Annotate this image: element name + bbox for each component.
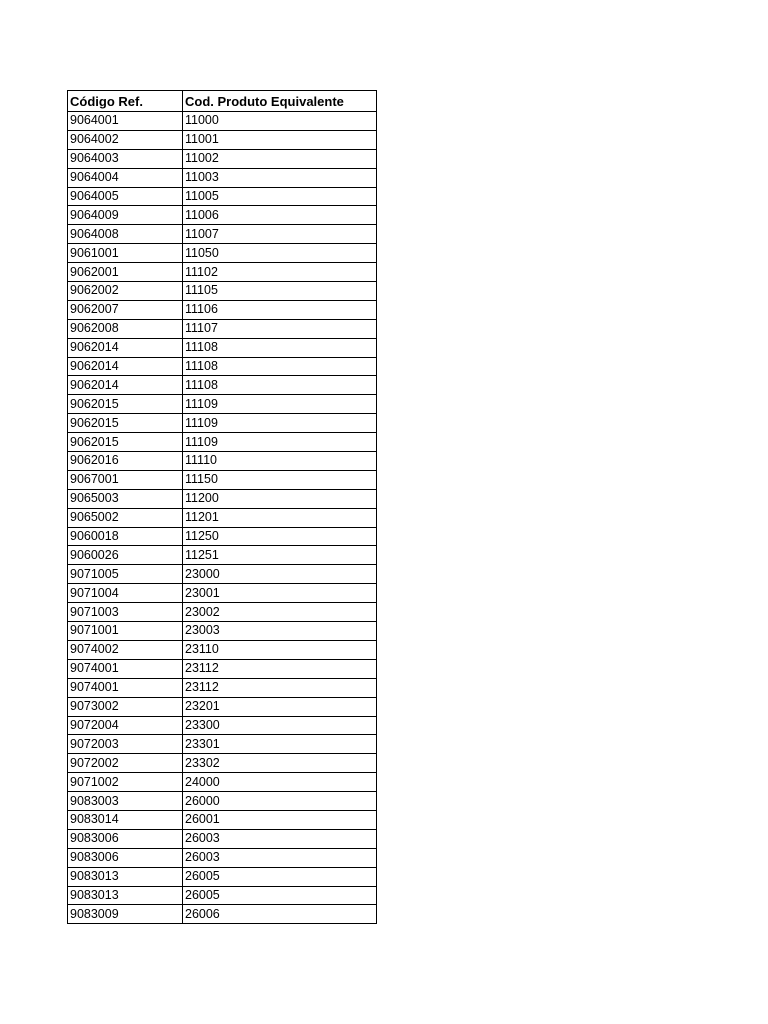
- cell-codigo-ref: 9071004: [68, 584, 183, 603]
- table-row: [68, 225, 377, 244]
- cell-codigo-ref: 9064001: [68, 112, 183, 131]
- table-row: [68, 678, 377, 697]
- cell-codigo-ref: 9083006: [68, 848, 183, 867]
- cell-cod-produto: 23300: [183, 716, 377, 735]
- cell-codigo-ref: 9062014: [68, 338, 183, 357]
- cell-cod-produto: 23112: [183, 678, 377, 697]
- cell-codigo-ref: 9071001: [68, 622, 183, 641]
- cell-cod-produto: 11000: [183, 112, 377, 131]
- cell-codigo-ref: 9062001: [68, 263, 183, 282]
- cell-cod-produto: 11201: [183, 508, 377, 527]
- table-row: [68, 584, 377, 603]
- cell-codigo-ref: 9062014: [68, 376, 183, 395]
- cell-cod-produto: 24000: [183, 773, 377, 792]
- cell-codigo-ref: 9065002: [68, 508, 183, 527]
- cell-codigo-ref: 9064005: [68, 187, 183, 206]
- cell-cod-produto: 11107: [183, 319, 377, 338]
- table-row: [68, 244, 377, 263]
- cell-cod-produto: 26001: [183, 810, 377, 829]
- cell-codigo-ref: 9060026: [68, 546, 183, 565]
- table-row: [68, 112, 377, 131]
- header-codigo-ref: Código Ref.: [68, 91, 183, 112]
- table-row: [68, 508, 377, 527]
- cell-codigo-ref: 9083013: [68, 886, 183, 905]
- cell-codigo-ref: 9074001: [68, 678, 183, 697]
- table-row: [68, 546, 377, 565]
- table-row: [68, 905, 377, 924]
- table-row: [68, 149, 377, 168]
- cell-cod-produto: 11001: [183, 130, 377, 149]
- table-row: [68, 829, 377, 848]
- cell-cod-produto: 11109: [183, 414, 377, 433]
- table-row: [68, 622, 377, 641]
- table-row: [68, 263, 377, 282]
- table-row: [68, 527, 377, 546]
- cell-codigo-ref: 9061001: [68, 244, 183, 263]
- cell-cod-produto: 23002: [183, 603, 377, 622]
- cell-codigo-ref: 9083009: [68, 905, 183, 924]
- cell-codigo-ref: 9071002: [68, 773, 183, 792]
- cell-cod-produto: 11106: [183, 300, 377, 319]
- cell-cod-produto: 11200: [183, 489, 377, 508]
- table-row: [68, 659, 377, 678]
- table-row: [68, 735, 377, 754]
- cell-codigo-ref: 9064003: [68, 149, 183, 168]
- cell-codigo-ref: 9062015: [68, 395, 183, 414]
- table-row: [68, 716, 377, 735]
- cell-codigo-ref: 9062008: [68, 319, 183, 338]
- cell-codigo-ref: 9062015: [68, 433, 183, 452]
- table-row: [68, 565, 377, 584]
- cell-cod-produto: 11108: [183, 357, 377, 376]
- table-row: [68, 603, 377, 622]
- cell-cod-produto: 23112: [183, 659, 377, 678]
- table-row: [68, 187, 377, 206]
- table-row: [68, 754, 377, 773]
- table-row: [68, 848, 377, 867]
- table-row: [68, 452, 377, 471]
- table-row: [68, 282, 377, 301]
- cell-codigo-ref: 9062014: [68, 357, 183, 376]
- cell-cod-produto: 11250: [183, 527, 377, 546]
- table-body: [68, 112, 377, 924]
- cell-cod-produto: 11002: [183, 149, 377, 168]
- table-row: [68, 206, 377, 225]
- cell-codigo-ref: 9083006: [68, 829, 183, 848]
- table-row: [68, 867, 377, 886]
- cell-codigo-ref: 9067001: [68, 470, 183, 489]
- cell-cod-produto: 11007: [183, 225, 377, 244]
- header-cod-produto-equivalente: Cod. Produto Equivalente: [183, 91, 377, 112]
- header-row: [68, 91, 377, 112]
- cell-codigo-ref: 9073002: [68, 697, 183, 716]
- cell-cod-produto: 23302: [183, 754, 377, 773]
- cell-cod-produto: 26000: [183, 792, 377, 811]
- table-row: [68, 792, 377, 811]
- cell-cod-produto: 11110: [183, 452, 377, 471]
- cell-cod-produto: 11109: [183, 395, 377, 414]
- table-row: [68, 773, 377, 792]
- table-row: [68, 376, 377, 395]
- table-row: [68, 338, 377, 357]
- cell-codigo-ref: 9062015: [68, 414, 183, 433]
- table-row: [68, 300, 377, 319]
- cell-cod-produto: 11105: [183, 282, 377, 301]
- table-row: [68, 489, 377, 508]
- equivalence-table: [67, 90, 377, 924]
- cell-cod-produto: 23110: [183, 640, 377, 659]
- table-row: [68, 319, 377, 338]
- table-row: [68, 357, 377, 376]
- cell-codigo-ref: 9064004: [68, 168, 183, 187]
- cell-cod-produto: 23301: [183, 735, 377, 754]
- table-row: [68, 810, 377, 829]
- cell-cod-produto: 11108: [183, 338, 377, 357]
- cell-cod-produto: 11050: [183, 244, 377, 263]
- cell-codigo-ref: 9065003: [68, 489, 183, 508]
- cell-cod-produto: 26006: [183, 905, 377, 924]
- cell-codigo-ref: 9071005: [68, 565, 183, 584]
- cell-cod-produto: 23001: [183, 584, 377, 603]
- cell-cod-produto: 11150: [183, 470, 377, 489]
- cell-codigo-ref: 9074001: [68, 659, 183, 678]
- table-row: [68, 414, 377, 433]
- cell-codigo-ref: 9071003: [68, 603, 183, 622]
- cell-cod-produto: 23003: [183, 622, 377, 641]
- cell-codigo-ref: 9074002: [68, 640, 183, 659]
- cell-cod-produto: 26003: [183, 848, 377, 867]
- cell-cod-produto: 11251: [183, 546, 377, 565]
- cell-codigo-ref: 9062007: [68, 300, 183, 319]
- cell-codigo-ref: 9064008: [68, 225, 183, 244]
- table-row: [68, 697, 377, 716]
- cell-cod-produto: 11006: [183, 206, 377, 225]
- cell-codigo-ref: 9083014: [68, 810, 183, 829]
- table-row: [68, 433, 377, 452]
- cell-codigo-ref: 9083013: [68, 867, 183, 886]
- cell-cod-produto: 23000: [183, 565, 377, 584]
- cell-cod-produto: 11003: [183, 168, 377, 187]
- cell-cod-produto: 11102: [183, 263, 377, 282]
- cell-cod-produto: 11005: [183, 187, 377, 206]
- cell-codigo-ref: 9062016: [68, 452, 183, 471]
- cell-codigo-ref: 9062002: [68, 282, 183, 301]
- table-row: [68, 886, 377, 905]
- cell-codigo-ref: 9072002: [68, 754, 183, 773]
- cell-cod-produto: 26005: [183, 886, 377, 905]
- cell-codigo-ref: 9072004: [68, 716, 183, 735]
- cell-codigo-ref: 9064009: [68, 206, 183, 225]
- cell-cod-produto: 26005: [183, 867, 377, 886]
- table-row: [68, 168, 377, 187]
- cell-codigo-ref: 9060018: [68, 527, 183, 546]
- cell-cod-produto: 11109: [183, 433, 377, 452]
- cell-cod-produto: 26003: [183, 829, 377, 848]
- cell-codigo-ref: 9083003: [68, 792, 183, 811]
- table-row: [68, 640, 377, 659]
- cell-codigo-ref: 9064002: [68, 130, 183, 149]
- cell-codigo-ref: 9072003: [68, 735, 183, 754]
- table-row: [68, 130, 377, 149]
- cell-cod-produto: 11108: [183, 376, 377, 395]
- table-row: [68, 395, 377, 414]
- table-row: [68, 470, 377, 489]
- cell-cod-produto: 23201: [183, 697, 377, 716]
